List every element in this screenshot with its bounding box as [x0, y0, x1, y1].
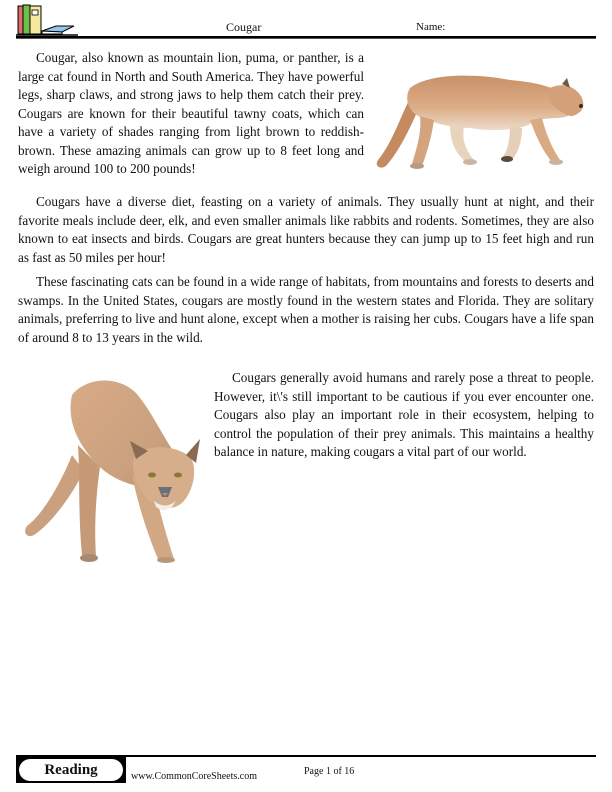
page-number: Page 1 of 16: [304, 766, 355, 777]
paragraph-diet-text: Cougars have a diverse diet, feasting on a variety of animals. They usually hunt at night, and their favorite meals include deer, elk, and even smaller animals like rabbits and rodents. Sometimes, they are also known to eat insects and birds. Cougars are great hunters because they can jump up to 15 feet high and run as fast as 50 miles per hour!: [18, 194, 594, 265]
walking-cougar-image: [370, 58, 588, 176]
name-field-label: Name:: [416, 21, 446, 33]
paragraph-humans: [214, 369, 594, 462]
paragraph-intro-text: Cougar, also known as mountain lion, puma, or panther, is a large cat found in North and South America. They have powerful legs, sharp claws, and strong jaws to help them catch their prey. Cougars are known for their beautiful tawny coats, which can have a variety of shades ranging from light brown to reddish-brown. These amazing animals can grow up to 8 feet long and weigh around 100 to 200 pounds!: [18, 50, 364, 176]
paragraph-humans-text: Cougars generally avoid humans and rarely pose a threat to people. However, it\'s still important to be cautious if you ever encounter one. Cougars also play an important role in their ecosystem, helping to control the population of their prey animals. This maintains a healthy balance in nature, making cougars a vital part of our world.: [214, 370, 594, 459]
worksheet-title: Cougar: [226, 20, 262, 34]
subject-badge: Reading: [19, 759, 123, 781]
paragraph-intro: [18, 49, 364, 179]
website-link[interactable]: www.CommonCoreSheets.com: [131, 771, 258, 782]
header-divider: [16, 36, 596, 39]
crouching-cougar-image: [22, 375, 204, 563]
books-icon: [16, 4, 78, 36]
paragraph-diet: [18, 193, 594, 267]
paragraph-habitat-text: These fascinating cats can be found in a wide range of habitats, from mountains and forests to deserts and swamps. In the United States, cougars are mostly found in the western states and Florida. They are solitary animals, preferring to live and hunt alone, except when a mother is raising her cubs. Cougars have a life span of around 8 to 13 years in the wild.: [18, 274, 594, 345]
paragraph-habitat: [18, 273, 594, 347]
